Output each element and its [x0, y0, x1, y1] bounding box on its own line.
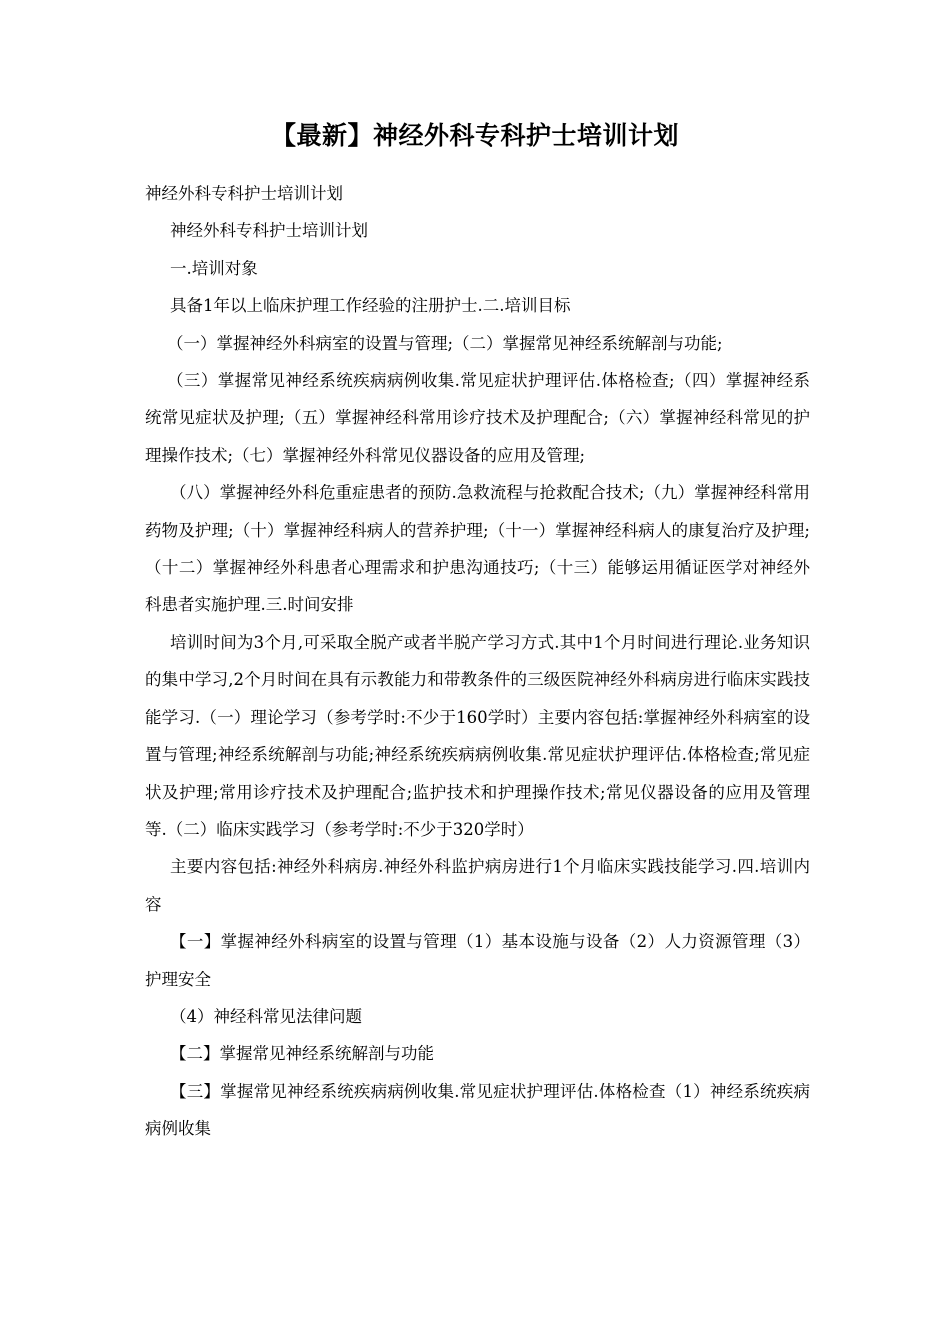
document-title: 【最新】神经外科专科护士培训计划: [270, 121, 679, 150]
paragraph-goals-3: （八）掌握神经外科危重症患者的预防.急救流程与抢救配合技术;（九）掌握神经科常用药物及护理;（十）掌握神经科病人的营养护理;（十一）掌握神经科病人的康复治疗及护理;（十二）掌握神经外科患者心理需求和护患沟通技巧;（十三）能够运用循证医学对神经外科患者实施护理.三.时间安排: [145, 483, 810, 615]
paragraph-goals-2: （三）掌握常见神经系统疾病病例收集.常见症状护理评估.体格检查;（四）掌握神经系统常见症状及护理;（五）掌握神经科常用诊疗技术及护理配合;（六）掌握神经科常见的护理操作技术;（七）掌握神经外科常见仪器设备的应用及管理;: [145, 371, 810, 465]
paragraph-trainees: 具备1年以上临床护理工作经验的注册护士.二.培训目标: [170, 296, 571, 316]
paragraph-clinical: 主要内容包括:神经外科病房.神经外科监护病房进行1个月临床实践技能学习.四.培训内容: [145, 857, 810, 914]
paragraph-content-2: 【二】掌握常见神经系统解剖与功能: [170, 1044, 434, 1064]
paragraph-schedule: 培训时间为3个月,可采取全脱产或者半脱产学习方式.其中1个月时间进行理论.业务知识的集中学习,2个月时间在具有示教能力和带教条件的三级医院神经外科病房进行临床实践技能学习.（一）理论学习（参考学时:不少于160学时）主要内容包括:掌握神经外科病室的设置与管理;神经系统解剖与功能;神经系统疾病病例收集.常见症状护理评估.体格检查;常见症状及护理;常用诊疗技术及护理配合;监护技术和护理操作技术;常见仪器设备的应用及管理等.（二）临床实践学习（参考学时:不少于320学时）: [145, 632, 810, 839]
document-body: [145, 175, 810, 1148]
paragraph-subheading: 神经外科专科护士培训计划: [170, 221, 368, 241]
paragraph-heading: 神经外科专科护士培训计划: [145, 184, 343, 203]
paragraph-content-1: 【一】掌握神经外科病室的设置与管理（1）基本设施与设备（2）人力资源管理（3）护理安全: [145, 932, 810, 989]
paragraph-goals-1: （一）掌握神经外科病室的设置与管理;（二）掌握常见神经系统解剖与功能;: [167, 333, 723, 353]
paragraph-content-3: 【三】掌握常见神经系统疾病病例收集.常见症状护理评估.体格检查（1）神经系统疾病病例收集: [145, 1081, 810, 1139]
paragraph-content-1b: （4）神经科常见法律问题: [170, 1006, 362, 1026]
paragraph-section-1: 一.培训对象: [170, 258, 258, 278]
